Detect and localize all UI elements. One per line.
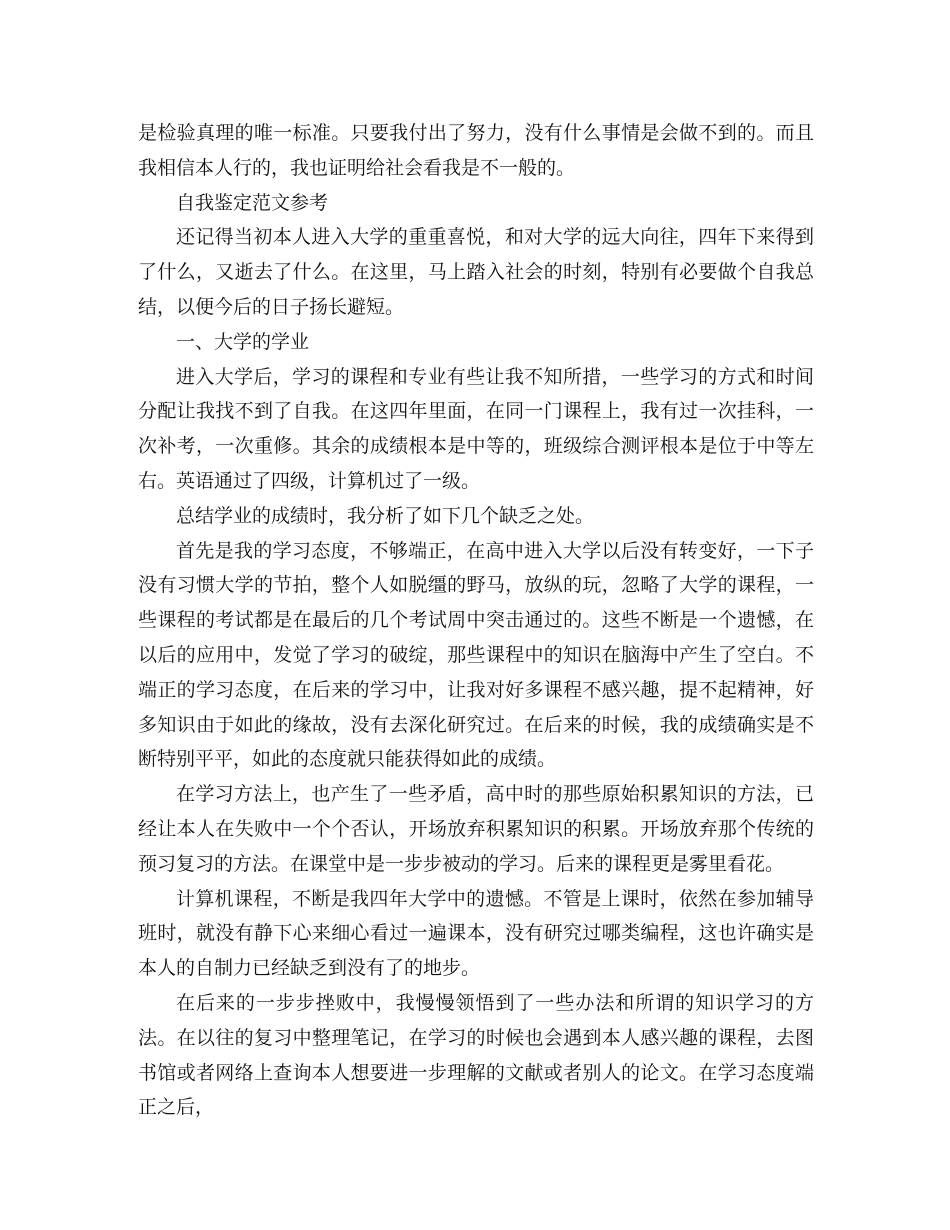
paragraph: 总结学业的成绩时，我分析了如下几个缺乏之处。 [176, 504, 595, 527]
paragraph: 计算机课程，不断是我四年大学中的遗憾。不管是上课时，依然在参加辅导班时，就没有静下心来细心看过一遍课本，没有研究过哪类编程，这也许确实是本人的自制力已经缺乏到没有了的地步。 [138, 887, 814, 980]
paragraph-continuation: 是检验真理的唯一标准。只要我付出了努力，没有什么事情是会做不到的。而且我相信本人行的，我也证明给社会看我是不一般的。 [138, 122, 814, 179]
section-heading: 一、大学的学业 [176, 330, 310, 353]
section-title: 自我鉴定范文参考 [176, 191, 329, 214]
paragraph: 首先是我的学习态度，不够端正，在高中进入大学以后没有转变好，一下子没有习惯大学的节拍，整个人如脱缰的野马，放纵的玩，忽略了大学的课程，一些课程的考试都是在最后的几个考试周中突击通过的。这些不断是一个遗憾，在以后的应用中，发觉了学习的破绽，那些课程中的知识在脑海中产生了空白。不端正的学习态度，在后来的学习中，让我对好多课程不感兴趣，提不起精神，好多知识由于如此的缘故，没有去深化研究过。在后来的时候，我的成绩确实是不断特别平平，如此的态度就只能获得如此的成绩。 [138, 539, 814, 771]
paragraph: 进入大学后，学习的课程和专业有些让我不知所措，一些学习的方式和时间分配让我找不到了自我。在这四年里面，在同一门课程上，我有过一次挂科，一次补考，一次重修。其余的成绩根本是中等的，班级综合测评根本是位于中等左右。英语通过了四级，计算机过了一级。 [138, 365, 814, 492]
document-body [138, 116, 814, 1125]
paragraph: 在学习方法上，也产生了一些矛盾，高中时的那些原始积累知识的方法，已经让本人在失败中一个个否认，开场放弃积累知识的积累。开场放弃那个传统的预习复习的方法。在课堂中是一步步被动的学习。后来的课程更是雾里看花。 [138, 783, 814, 875]
paragraph-intro: 还记得当初本人进入大学的重重喜悦，和对大学的远大向往，四年下来得到了什么，又逝去了什么。在这里，马上踏入社会的时刻，特别有必要做个自我总结，以便今后的日子扬长避短。 [138, 226, 814, 318]
paragraph: 在后来的一步步挫败中，我慢慢领悟到了一些办法和所谓的知识学习的方法。在以往的复习中整理笔记，在学习的时候也会遇到本人感兴趣的课程，去图书馆或者网络上查询本人想要进一步理解的文献或者别人的论文。在学习态度端正之后， [138, 991, 814, 1119]
